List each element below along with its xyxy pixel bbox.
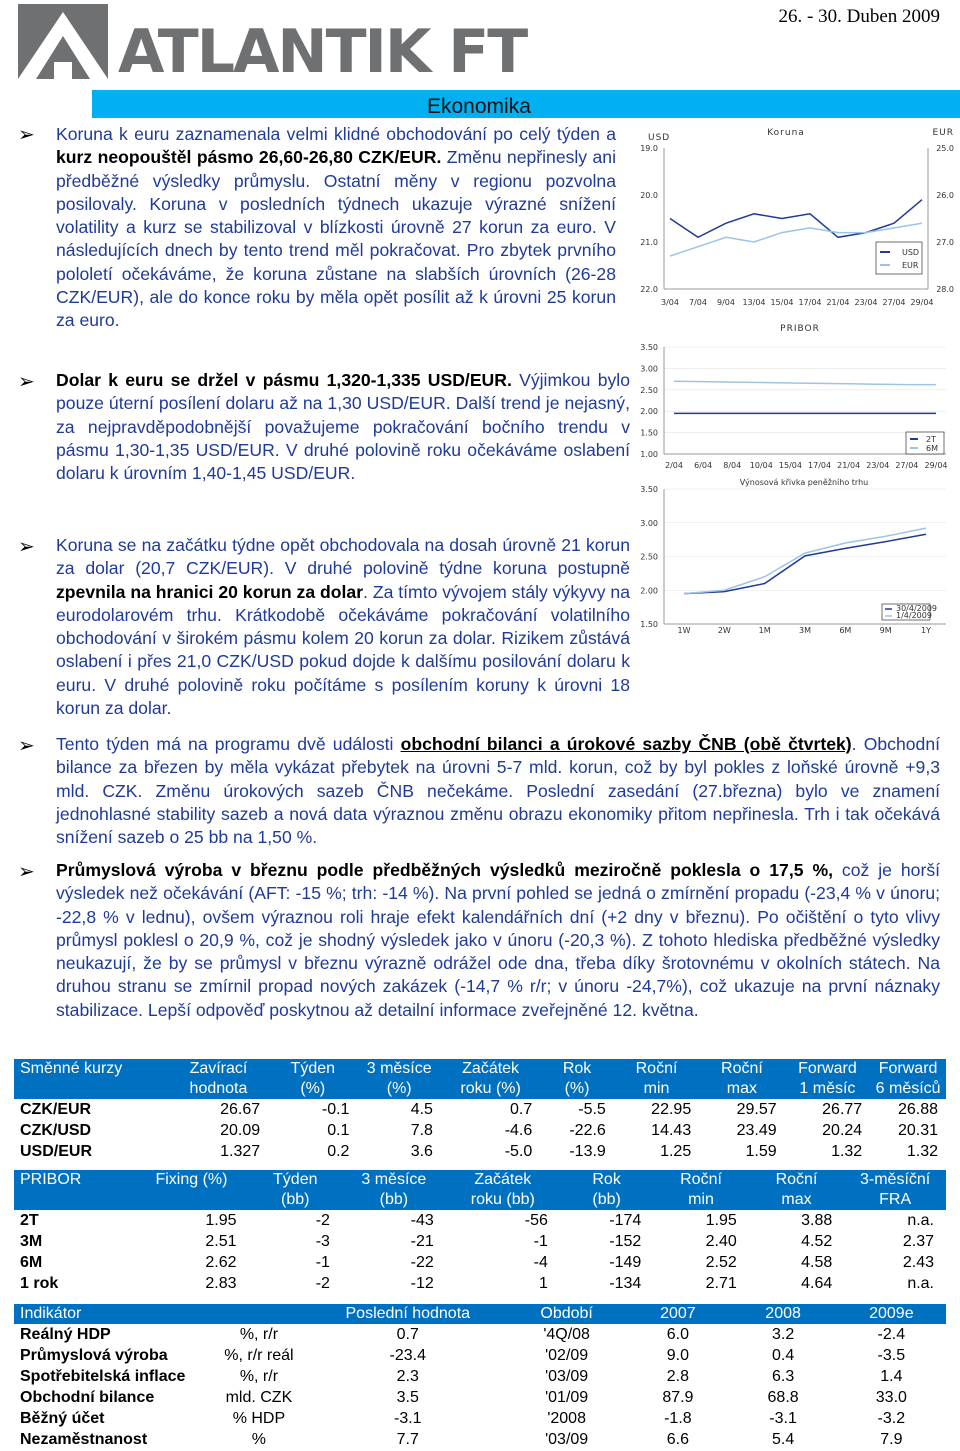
table-cell: -134 xyxy=(609,1275,642,1292)
x-tick-label: 10/04 xyxy=(749,461,773,470)
header-line xyxy=(20,1190,134,1210)
table-cell: 0.1 xyxy=(327,1122,350,1139)
table-cell: 26.67 xyxy=(220,1101,261,1118)
header-line: roku (%) xyxy=(460,1080,521,1097)
table-row xyxy=(14,1324,946,1345)
table-cell: 2.83 xyxy=(205,1275,237,1292)
table-header-cell: 2009e xyxy=(837,1304,946,1324)
table-cell: Reálný HDP xyxy=(20,1326,111,1343)
table-header-cell: Indikátor xyxy=(14,1304,209,1324)
header-line: min xyxy=(688,1191,714,1208)
header-line: FRA xyxy=(879,1191,912,1208)
table-cell: 2.37 xyxy=(902,1233,934,1250)
header-line: Začátek xyxy=(462,1060,520,1077)
paragraph-koruna-dolar xyxy=(56,534,630,720)
y-tick-label: 3.00 xyxy=(640,518,658,528)
table-cell: 7.9 xyxy=(880,1431,903,1448)
table-cell: n.a. xyxy=(907,1212,934,1229)
header-line xyxy=(20,1079,169,1099)
fx-table xyxy=(14,1059,946,1162)
table-cell: -3.1 xyxy=(769,1410,797,1427)
table-row xyxy=(14,1387,946,1408)
p3-text-a: Koruna se na začátku týdne opět obchodovala na dosah úrovně 21 korun za dolar (20,7 CZK/EUR). V druhé polovině týdne koruna postupně xyxy=(56,535,630,579)
y-tick-label: 1.50 xyxy=(640,620,658,629)
table-cell: -152 xyxy=(609,1233,642,1250)
header-line: roku (bb) xyxy=(470,1191,535,1208)
header-line: 6 měsíců xyxy=(875,1080,941,1097)
table-cell: 2.51 xyxy=(205,1233,237,1250)
series-line xyxy=(684,534,926,593)
table-cell: 20.24 xyxy=(822,1122,863,1139)
header-line: Forward xyxy=(878,1060,938,1077)
y-tick-label: 2.50 xyxy=(640,385,658,395)
table-cell: -2 xyxy=(315,1275,330,1292)
table-cell: -1 xyxy=(533,1233,548,1250)
table-cell: 22.95 xyxy=(651,1101,692,1118)
table-header-cell xyxy=(749,1170,844,1210)
x-tick-label: 27/04 xyxy=(882,298,906,307)
p3-bold: zpevnila na hranici 20 korun za dolar xyxy=(56,581,364,602)
table-header-cell xyxy=(540,1059,614,1099)
header-line: Týden xyxy=(273,1171,318,1188)
table-cell: -43 xyxy=(410,1212,434,1229)
indicator-table xyxy=(14,1304,946,1450)
table-header-cell xyxy=(446,1170,560,1210)
table-cell: 3.88 xyxy=(801,1212,833,1229)
table-cell: %, r/r reál xyxy=(224,1347,294,1364)
header-line: (bb) xyxy=(592,1191,621,1208)
y-tick-label: 1.50 xyxy=(640,428,658,438)
legend-label: 6M xyxy=(926,444,938,453)
table-header-cell xyxy=(844,1170,946,1210)
x-tick-label: 2/04 xyxy=(665,461,683,470)
table-header-cell xyxy=(209,1304,308,1324)
table-cell: Spotřebitelská inflace xyxy=(20,1368,186,1385)
table-cell: -12 xyxy=(410,1275,434,1292)
x-tick-label: 7/04 xyxy=(689,298,707,307)
table-cell: CZK/USD xyxy=(20,1122,92,1139)
chart-yield-curve xyxy=(636,476,954,638)
table-cell: n.a. xyxy=(907,1275,934,1292)
header-line: (%) xyxy=(564,1080,590,1097)
table-header-cell: Poslední hodnota xyxy=(309,1304,507,1324)
x-tick-label: 17/04 xyxy=(798,298,822,307)
p4-text-a: Tento týden má na programu dvě události xyxy=(56,734,401,754)
y-tick-label: 2.00 xyxy=(640,586,658,596)
table-cell: -22.6 xyxy=(569,1122,606,1139)
header-line: (%) xyxy=(300,1080,326,1097)
paragraph-prumysl xyxy=(56,859,940,1022)
table-cell: 2.8 xyxy=(666,1368,689,1385)
header-line: (bb) xyxy=(281,1191,310,1208)
table-header-cell: 2008 xyxy=(730,1304,837,1324)
table-cell: 0.7 xyxy=(396,1326,419,1343)
issue-date: 26. - 30. Duben 2009 xyxy=(778,6,940,27)
table-cell: '4Q/08 xyxy=(543,1326,590,1343)
table-header-cell xyxy=(268,1059,357,1099)
header-line: Roční xyxy=(775,1171,818,1188)
table-header-cell xyxy=(560,1170,653,1210)
table-cell: 2.40 xyxy=(705,1233,737,1250)
x-tick-label: 6/04 xyxy=(694,461,713,470)
header-line: PRIBOR xyxy=(20,1171,82,1188)
table-header-cell xyxy=(14,1059,169,1099)
table-cell: 4.64 xyxy=(801,1275,833,1292)
table-cell: Běžný účet xyxy=(20,1410,105,1427)
bullet-arrow-icon: ➢ xyxy=(18,735,35,757)
table-cell: 1.59 xyxy=(745,1143,777,1160)
table-cell: mld. CZK xyxy=(225,1389,293,1406)
x-tick-label: 1M xyxy=(758,626,771,635)
header-line: Týden xyxy=(290,1060,336,1077)
header-line: (bb) xyxy=(379,1191,409,1208)
section-title: Ekonomika xyxy=(427,95,531,118)
x-tick-label: 29/04 xyxy=(924,461,948,470)
table-cell: -2 xyxy=(315,1212,330,1229)
p2-bold: Dolar k euru se držel v pásmu 1,320-1,335 USD/EUR. xyxy=(56,370,512,390)
table-cell: 1.25 xyxy=(660,1143,692,1160)
header-line: 1 měsíc xyxy=(799,1080,856,1097)
pribor-table xyxy=(14,1170,946,1294)
y-tick-label: 3.50 xyxy=(640,343,658,352)
atlantik-logo xyxy=(18,4,527,87)
header-line: Fixing (%) xyxy=(155,1171,228,1188)
legend-label: 1/4/2009 xyxy=(896,611,932,620)
header-line xyxy=(134,1190,248,1210)
table-cell: 2T xyxy=(20,1212,39,1229)
table-cell: -4.6 xyxy=(504,1122,533,1139)
table-row xyxy=(14,1273,946,1294)
legend-label: EUR xyxy=(902,261,919,270)
table-cell: 9.0 xyxy=(666,1347,689,1364)
table-header-cell: Období xyxy=(507,1304,626,1324)
svg-text:ATLANTIK FT: ATLANTIK FT xyxy=(118,17,527,87)
paragraph-koruna-euro xyxy=(56,123,616,333)
table-cell: Nezaměstnanost xyxy=(20,1431,148,1448)
table-cell: -174 xyxy=(609,1212,642,1229)
legend-label: USD xyxy=(902,248,920,257)
x-tick-label: 9/04 xyxy=(717,298,735,307)
p2-text: Výjimkou bylo pouze úterní posílení dolaru až na 1,30 USD/EUR. Další trend je nejasný, za nejpravděpodobnější považujeme pokračování bočního trendu v pásmu 1,30-1,35 USD/EUR. V druhé polovině roku očekáváme oslabení dolaru k úrovním 1,40-1,45 USD/EUR. xyxy=(56,370,630,484)
table-cell: -5.5 xyxy=(578,1101,606,1118)
x-tick-label: 27/04 xyxy=(895,461,919,470)
p5-text: což je horší výsledek než očekávání (AFT: -15 %; trh: -14 %). Na první pohled se jedná o zmírnění propadu (-23,4 % v únoru; -22,8 % v lednu), ovšem výraznou roli hraje efekt kalendářních dní (+2 dny v březnu). Po očištění o tyto vlivy průmysl poklesl o 20,9 %, což je shodný výsledek jako v únoru (-20,3 %). Z tohoto hlediska předběžné výsledky neukazují, že by se průmysl v březnu výrazně odrážel ode dna, třeba díky šrotovnému v okolních státech. Na druhou stranu se zmírnil propad nových zakázek (-14,7 % r/r; v únoru -24,7%), což ukazuje na první náznaky stabilizace. Lepší odpověď poskytnou až detailní informace zveřejněné 12. května. xyxy=(56,860,941,1020)
header-line: hodnota xyxy=(189,1080,248,1097)
table-cell: 6M xyxy=(20,1254,43,1271)
table-cell: 6.3 xyxy=(771,1368,795,1385)
legend-label: 2T xyxy=(926,435,936,444)
y-tick-label: 22.0 xyxy=(640,285,658,294)
table-cell: -3.5 xyxy=(877,1347,906,1364)
table-cell: 20.31 xyxy=(897,1122,938,1139)
x-tick-label: 23/04 xyxy=(854,298,878,307)
table-cell: -22 xyxy=(410,1254,434,1271)
table-cell: '03/09 xyxy=(545,1368,589,1385)
y-tick-label: 20.0 xyxy=(640,191,658,200)
table-row xyxy=(14,1408,946,1429)
table-cell: 1.327 xyxy=(220,1143,261,1160)
header-line: Rok xyxy=(592,1171,621,1188)
y-tick-label: 25.0 xyxy=(936,144,954,153)
header-line: max xyxy=(726,1080,758,1097)
table-row xyxy=(14,1429,946,1450)
p1-bold: kurz neopouštěl pásmo 26,60-26,80 CZK/EUR. xyxy=(56,147,442,168)
table-cell: -56 xyxy=(524,1212,548,1229)
header-line: (%) xyxy=(386,1080,412,1097)
table-cell: 3M xyxy=(20,1233,43,1250)
header-line: min xyxy=(643,1080,670,1097)
table-cell: 2.43 xyxy=(902,1254,934,1271)
table-cell: %, r/r xyxy=(239,1326,279,1343)
table-cell: 0.2 xyxy=(327,1143,350,1160)
table-cell: 4.5 xyxy=(410,1101,433,1118)
series-line-6m xyxy=(674,381,936,384)
p4-bold: obchodní bilanci a úrokové sazby ČNB (obě čtvrtek) xyxy=(400,734,852,754)
table-row xyxy=(14,1120,946,1141)
table-cell: 4.52 xyxy=(801,1233,833,1250)
table-cell: -1.8 xyxy=(664,1410,692,1427)
y-tick-label: 27.0 xyxy=(936,238,954,247)
table-cell: -13.9 xyxy=(569,1143,606,1160)
chart-title: Koruna xyxy=(767,128,805,138)
header-line: Forward xyxy=(798,1060,857,1077)
p1-text-a: Koruna k euru zaznamenala velmi klidné obchodování po celý týden a xyxy=(56,124,616,144)
chart-koruna xyxy=(636,124,954,314)
table-cell: 1.4 xyxy=(880,1368,903,1385)
chart-title: Výnosová křivka peněžního trhu xyxy=(739,478,869,487)
table-header-cell xyxy=(249,1170,342,1210)
y-tick-label: 1.00 xyxy=(640,450,658,459)
y-tick-label: 28.0 xyxy=(936,285,954,294)
table-cell: Průmyslová výroba xyxy=(20,1347,168,1364)
p3-text-b: . Za tímto vývojem stály výkyvy na eurodolarovém trhu. Krátkodobě očekáváme pokračování volatilního obchodování v širokém pásmu kolem 20 korun za dolar. Rizikem zůstává oslabení i přes 21,0 CZK/USD pokud dojde k dalšímu posilování dolaru k euru. V druhé polovině roku počítáme s posílením koruny k úrovni 18 korun za dolar. xyxy=(56,581,630,719)
table-header-cell xyxy=(614,1059,699,1099)
x-tick-label: 15/04 xyxy=(778,461,802,470)
header-line: Roční xyxy=(680,1171,722,1188)
table-header-cell: 2007 xyxy=(626,1304,729,1324)
table-cell: 6.0 xyxy=(666,1326,689,1343)
table-cell: 2.3 xyxy=(396,1368,419,1385)
header-line: Rok xyxy=(562,1060,592,1077)
paragraph-dolar-euro xyxy=(56,369,630,485)
x-tick-label: 13/04 xyxy=(742,298,766,307)
table-cell: 23.49 xyxy=(736,1122,777,1139)
table-cell: 1.32 xyxy=(906,1143,938,1160)
table-cell: 26.88 xyxy=(897,1101,938,1118)
table-cell: -3.1 xyxy=(393,1410,422,1427)
table-cell: 20.09 xyxy=(220,1122,261,1139)
table-header-cell xyxy=(14,1170,134,1210)
left-axis-label: USD xyxy=(648,133,671,143)
table-cell: 1 xyxy=(538,1275,548,1292)
table-cell: 2.71 xyxy=(705,1275,737,1292)
table-cell: 68.8 xyxy=(767,1389,799,1406)
table-cell: 1 rok xyxy=(20,1275,59,1292)
y-tick-label: 19.0 xyxy=(640,144,658,153)
bullet-arrow-icon: ➢ xyxy=(18,371,35,393)
table-header-cell xyxy=(441,1059,540,1099)
table-cell: -23.4 xyxy=(389,1347,427,1364)
table-cell: 3.5 xyxy=(396,1389,419,1406)
table-cell: 7.7 xyxy=(396,1431,419,1448)
table-cell: -2.4 xyxy=(877,1326,906,1343)
table-cell: 26.77 xyxy=(822,1101,863,1118)
table-cell: '03/09 xyxy=(545,1431,589,1448)
table-row xyxy=(14,1252,946,1273)
table-cell: Obchodní bilance xyxy=(20,1389,155,1406)
table-header-cell xyxy=(342,1170,446,1210)
x-tick-label: 15/04 xyxy=(770,298,794,307)
table-row xyxy=(14,1099,946,1120)
table-cell: 3.6 xyxy=(410,1143,433,1160)
table-cell: -4 xyxy=(533,1254,548,1271)
x-tick-label: 8/04 xyxy=(723,461,742,470)
header-line: 3 měsíce xyxy=(366,1060,432,1077)
table-cell: 5.4 xyxy=(771,1431,795,1448)
header-line: Roční xyxy=(635,1060,678,1077)
table-cell: -3.2 xyxy=(877,1410,906,1427)
series-line-usd xyxy=(670,200,922,238)
x-tick-label: 1W xyxy=(677,626,691,635)
table-cell: 87.9 xyxy=(662,1389,694,1406)
table-cell: 1.95 xyxy=(205,1212,237,1229)
chart-pribor xyxy=(636,318,954,476)
table-cell: % HDP xyxy=(232,1410,286,1427)
table-cell: '2008 xyxy=(547,1410,586,1427)
right-axis-label: EUR xyxy=(932,128,954,138)
bullet-arrow-icon: ➢ xyxy=(18,536,35,558)
table-header-cell xyxy=(870,1059,946,1099)
table-row xyxy=(14,1210,946,1231)
bullet-arrow-icon: ➢ xyxy=(18,861,35,883)
table-header-cell xyxy=(699,1059,784,1099)
y-tick-label: 26.0 xyxy=(936,191,954,200)
table-row xyxy=(14,1366,946,1387)
table-cell: 0.4 xyxy=(771,1347,795,1364)
p4-text-b: . Obchodní bilance za březen by měla vykázat přebytek na úrovni 5-7 mld. korun, což by byl pokles z loňské úrovně +9,3 mld. CZK. Změnu úrokových sazeb ČNB nečekáme. Poslední zasedání (27.března) bylo ve znamení jednohlasné stability sazeb a nová data výraznou změnu obrazu ekonomiky přitom nepřinesla. Trh i tak očekává snížení sazeb o 25 bb na 1,50 %. xyxy=(56,734,940,848)
table-cell: -5.0 xyxy=(504,1143,533,1160)
table-cell: 0.7 xyxy=(510,1101,533,1118)
table-header-cell xyxy=(785,1059,871,1099)
table-cell: '01/09 xyxy=(545,1389,589,1406)
y-tick-label: 3.00 xyxy=(640,364,658,374)
x-tick-label: 9M xyxy=(879,626,892,635)
header-line: Roční xyxy=(721,1060,763,1077)
table-cell: -149 xyxy=(609,1254,642,1271)
table-cell: -3 xyxy=(315,1233,330,1250)
header-line: max xyxy=(781,1191,812,1208)
x-tick-label: 6M xyxy=(839,626,852,635)
paragraph-cnb xyxy=(56,733,940,849)
table-cell: 1.32 xyxy=(831,1143,863,1160)
bullet-arrow-icon: ➢ xyxy=(18,124,35,146)
x-tick-label: 21/04 xyxy=(837,461,861,470)
table-cell: '02/09 xyxy=(545,1347,589,1364)
table-cell: 7.8 xyxy=(410,1122,433,1139)
table-cell: 4.58 xyxy=(801,1254,833,1271)
table-cell: 6.6 xyxy=(666,1431,689,1448)
table-row xyxy=(14,1231,946,1252)
legend-label: 30/4/2009 xyxy=(896,604,938,613)
table-cell: 1.95 xyxy=(705,1212,737,1229)
table-cell: 3.2 xyxy=(771,1326,795,1343)
header-line: Zavírací xyxy=(189,1060,248,1077)
table-cell: 2.52 xyxy=(705,1254,737,1271)
table-cell: % xyxy=(251,1431,267,1448)
table-row xyxy=(14,1345,946,1366)
table-cell: 33.0 xyxy=(875,1389,907,1406)
x-tick-label: 21/04 xyxy=(826,298,850,307)
table-header-cell xyxy=(134,1170,248,1210)
series-line xyxy=(684,528,926,593)
x-tick-label: 2W xyxy=(717,626,731,635)
y-tick-label: 2.00 xyxy=(640,407,658,417)
table-cell: CZK/EUR xyxy=(20,1101,92,1118)
section-title-bar xyxy=(92,96,960,118)
y-tick-label: 2.50 xyxy=(640,552,658,562)
x-tick-label: 3/04 xyxy=(661,298,679,307)
p5-bold: Průmyslová výroba v březnu podle předběžných výsledků meziročně poklesla o 17,5 %, xyxy=(56,860,833,880)
table-cell: -21 xyxy=(410,1233,434,1250)
table-cell: 29.57 xyxy=(736,1101,777,1118)
table-header-cell xyxy=(653,1170,748,1210)
header-line: Začátek xyxy=(474,1171,532,1188)
header-line: Směnné kurzy xyxy=(20,1060,123,1077)
y-tick-label: 21.0 xyxy=(640,238,658,247)
y-tick-label: 3.50 xyxy=(640,485,658,494)
table-cell: -0.1 xyxy=(321,1101,350,1118)
table-cell: 2.62 xyxy=(205,1254,237,1271)
x-tick-label: 1Y xyxy=(921,626,931,635)
legend-box xyxy=(906,432,944,454)
table-header-cell xyxy=(357,1059,441,1099)
x-tick-label: 29/04 xyxy=(910,298,934,307)
p1-text-b: Změnu nepřinesly ani předběžné výsledky průmyslu. Ostatní měny v regionu pozvolna posilovaly. Koruna v posledních týdnech ukazuje výrazné snížení volatility a kurz se stabilizoval v blízkosti úrovně 27 korun za euro. V následujících dnech by tento trend měl pokračovat. Pro zbytek prvního pololetí očekáváme, že koruna zůstane na slabších úrovních (26-28 CZK/EUR), ale do konce roku by měla opět posílit až k úrovni 25 korun za euro. xyxy=(56,147,616,331)
table-row xyxy=(14,1141,946,1162)
header-line: 3 měsíce xyxy=(361,1171,427,1188)
table-header-cell xyxy=(169,1059,268,1099)
x-tick-label: 23/04 xyxy=(866,461,890,470)
header-line: 3-měsíční xyxy=(859,1171,931,1188)
chart-title: PRIBOR xyxy=(780,324,820,334)
table-cell: USD/EUR xyxy=(20,1143,93,1160)
table-cell: 14.43 xyxy=(651,1122,692,1139)
table-cell: -1 xyxy=(315,1254,330,1271)
x-tick-label: 17/04 xyxy=(808,461,832,470)
table-cell: %, r/r xyxy=(239,1368,279,1385)
x-tick-label: 3M xyxy=(799,626,811,635)
